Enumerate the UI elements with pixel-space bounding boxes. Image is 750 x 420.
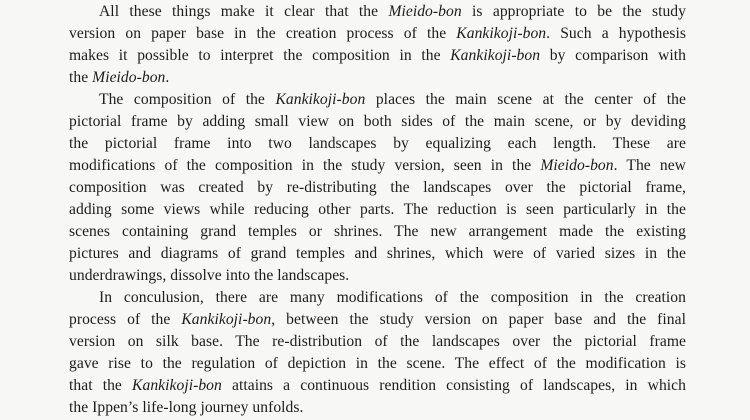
italic-title: Kankikoji-bon xyxy=(181,311,272,328)
text-run: In conculusion, there are many modifications of the composition in the creation xyxy=(99,289,686,306)
text-line xyxy=(69,265,686,287)
text-run: process of the xyxy=(69,311,182,328)
text-run: version on paper base in the creation process of the xyxy=(69,25,457,42)
text-run: pictorial frame by adding small view on both sides of the main scene, or by deviding xyxy=(69,113,686,130)
text-run: underdrawings, dissolve into the landscapes. xyxy=(69,267,350,284)
text-run: the pictorial frame into two landscapes by equalizing each length. These are xyxy=(69,135,686,152)
text-line xyxy=(99,1,686,23)
text-run: The composition of the xyxy=(99,91,276,108)
italic-title: Mieido-bon xyxy=(540,157,614,174)
text-line xyxy=(69,243,686,265)
text-run: makes it possible to interpret the composition in the xyxy=(69,47,451,64)
italic-title: Mieido-bon xyxy=(388,3,462,20)
text-run: by comparison with xyxy=(540,47,687,64)
text-run: version on silk base. The re-distribution of the landscapes over the pictorial frame xyxy=(69,333,686,350)
text-run: adding some views while reducing other parts. The reduction is seen particularly in the xyxy=(69,201,686,218)
text-run: attains a continuous rendition consisting of landscapes, in which xyxy=(221,377,686,394)
text-line xyxy=(69,309,686,331)
text-line xyxy=(69,353,686,375)
text-run: . The new xyxy=(613,157,686,174)
text-line xyxy=(69,23,686,45)
text-run: pictures and diagrams of grand temples and shrines, which were of varied sizes in the xyxy=(69,245,686,262)
italic-title: Mieido-bon xyxy=(92,69,166,86)
text-run: the xyxy=(69,69,93,86)
text-run: is appropriate to be the study xyxy=(461,3,686,20)
text-run: , between the study version on paper base and the final xyxy=(271,311,686,328)
text-run: that the xyxy=(69,377,133,394)
text-run: composition was created by re-distributing the landscapes over the pictorial frame, xyxy=(69,179,686,196)
text-line xyxy=(69,397,686,419)
text-run: All these things make it clear that the xyxy=(99,3,389,20)
text-run: the Ippen’s life-long journey unfolds. xyxy=(69,399,304,416)
text-line xyxy=(69,133,686,155)
text-line xyxy=(99,89,686,111)
italic-title: Kankikoji-bon xyxy=(456,25,547,42)
text-run: . Such a hypothesis xyxy=(546,25,686,42)
text-line xyxy=(69,199,686,221)
text-line xyxy=(69,221,686,243)
text-line xyxy=(69,177,686,199)
text-line xyxy=(99,287,686,309)
text-run: places the main scene at the center of the xyxy=(365,91,686,108)
text-line xyxy=(69,45,686,67)
text-run: . xyxy=(165,69,170,86)
text-run: gave rise to the regulation of depiction in the scene. The effect of the modification is xyxy=(69,355,686,372)
text-line xyxy=(69,375,686,397)
italic-title: Kankikoji-bon xyxy=(132,377,222,394)
italic-title: Kankikoji-bon xyxy=(450,47,541,64)
text-run: scenes containing grand temples or shrines. The new arrangement made the existing xyxy=(69,223,686,240)
text-line xyxy=(69,67,686,89)
text-line xyxy=(69,331,686,353)
italic-title: Kankikoji-bon xyxy=(275,91,366,108)
text-line xyxy=(69,111,686,133)
text-line xyxy=(69,155,686,177)
text-run: modifications of the composition in the study version, seen in the xyxy=(69,157,541,174)
